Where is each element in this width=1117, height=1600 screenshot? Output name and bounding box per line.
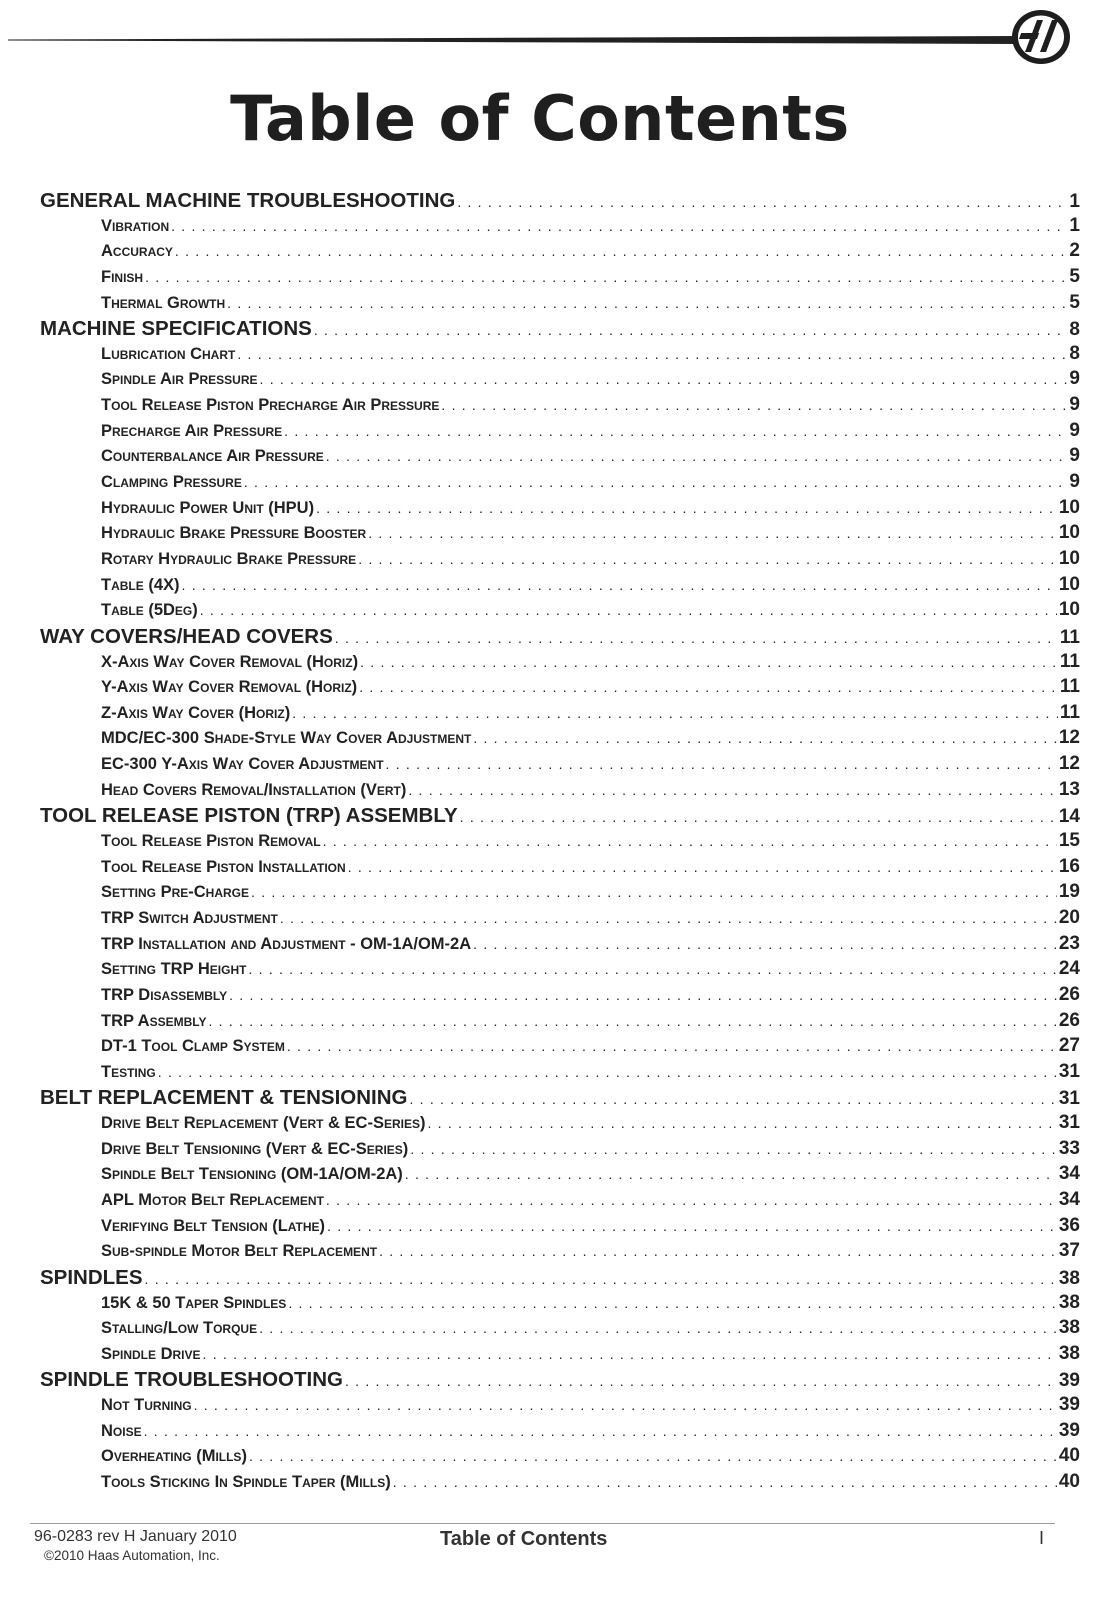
footer-doc-revision: 96-0283 rev H January 2010 [34,1528,237,1545]
toc-entry-title: Head Covers Removal/Installation (Vert) [101,780,407,799]
toc-section-entry[interactable] [40,189,1080,215]
toc-dot-leader [248,961,1056,977]
toc-entry-title: Sub-spindle Motor Belt Replacement [101,1242,378,1261]
toc-subsection-entry[interactable] [40,856,1080,882]
toc-page-number: 16 [1058,855,1080,877]
toc-subsection-entry[interactable] [40,1112,1080,1138]
toc-page-number: 38 [1058,1317,1080,1339]
toc-dot-leader [229,987,1057,1003]
toc-dot-leader [287,1038,1057,1054]
toc-page-number: 31 [1058,1060,1080,1082]
toc-dot-leader [145,269,1067,285]
toc-dot-leader [145,1271,1057,1287]
toc-entry-title: Hydraulic Power Unit (HPU) [101,498,315,517]
toc-subsection-entry[interactable] [40,881,1080,907]
toc-entry-title: BELT REPLACEMENT & TENSIONING [40,1086,408,1110]
toc-dot-leader [457,194,1067,210]
toc-dot-leader [345,1373,1057,1389]
toc-entry-title: X-Axis Way Cover Removal (Horiz) [101,652,359,671]
toc-entry-title: SPINDLES [40,1265,143,1289]
toc-page-number: 34 [1058,1188,1080,1210]
toc-subsection-entry[interactable] [40,1292,1080,1318]
toc-page-number: 13 [1058,778,1080,800]
toc-dot-leader [335,630,1058,646]
toc-entry-title: Y-Axis Way Cover Removal (Horiz) [101,678,358,697]
table-of-contents [40,189,1080,1497]
toc-subsection-entry[interactable] [40,599,1080,625]
toc-subsection-entry[interactable] [40,651,1080,677]
toc-dot-leader [288,1295,1057,1311]
toc-entry-title: APL Motor Belt Replacement [101,1190,324,1209]
toc-entry-title: TRP Disassembly [101,985,228,1004]
toc-entry-title: SPINDLE TROUBLESHOOTING [40,1368,343,1392]
toc-page-number: 12 [1058,753,1080,775]
toc-page-number: 38 [1058,1291,1080,1313]
toc-entry-title: Testing [101,1062,156,1081]
toc-page-number: 40 [1058,1471,1080,1493]
toc-entry-title: Finish [101,267,144,286]
page-title: Table of Contents [230,82,850,155]
toc-dot-leader [194,1397,1057,1413]
toc-page-number: 10 [1058,599,1080,621]
toc-subsection-entry[interactable] [40,676,1080,702]
toc-subsection-entry[interactable] [40,420,1080,446]
toc-entry-title: MACHINE SPECIFICATIONS [40,317,312,341]
toc-subsection-entry[interactable] [40,522,1080,548]
toc-dot-leader [393,1474,1057,1490]
toc-subsection-entry[interactable] [40,574,1080,600]
toc-page-number: 1 [1069,191,1080,212]
toc-dot-leader [200,602,1057,618]
toc-subsection-entry[interactable] [40,471,1080,497]
toc-page-number: 37 [1058,1240,1080,1262]
toc-subsection-entry[interactable] [40,1317,1080,1343]
toc-entry-title: DT-1 Tool Clamp System [101,1037,285,1056]
toc-subsection-entry[interactable] [40,779,1080,805]
toc-dot-leader [410,1141,1057,1157]
toc-page-number: 31 [1058,1088,1080,1110]
toc-entry-title: Counterbalance Air Pressure [101,447,324,466]
footer-copyright: ©2010 Haas Automation, Inc. [44,1548,220,1563]
toc-subsection-entry[interactable] [40,1240,1080,1266]
toc-section-entry[interactable] [40,625,1080,651]
toc-entry-title: Accuracy [101,242,173,261]
toc-page-number: 10 [1058,547,1080,569]
toc-entry-title: TRP Assembly [101,1011,207,1030]
toc-page-number: 1 [1069,214,1080,236]
toc-subsection-entry[interactable] [40,1061,1080,1087]
toc-page-number: 9 [1069,471,1080,493]
toc-section-entry[interactable] [40,1266,1080,1292]
toc-subsection-entry[interactable] [40,830,1080,856]
toc-dot-leader [292,705,1058,721]
toc-dot-leader [441,397,1067,413]
toc-dot-leader [405,1166,1057,1182]
toc-page-number: 10 [1058,573,1080,595]
toc-page-number: 11 [1059,701,1080,723]
toc-subsection-entry[interactable] [40,907,1080,933]
toc-subsection-entry[interactable] [40,394,1080,420]
toc-page-number: 14 [1058,806,1080,828]
toc-dot-leader [158,1064,1057,1080]
toc-dot-leader [175,243,1068,259]
toc-subsection-entry[interactable] [40,1189,1080,1215]
toc-entry-title: Spindle Drive [101,1344,201,1363]
toc-entry-title: Overheating (Mills) [101,1447,247,1466]
footer-rule [30,1523,1055,1524]
toc-subsection-entry[interactable] [40,753,1080,779]
toc-subsection-entry[interactable] [40,497,1080,523]
toc-dot-leader [227,295,1067,311]
toc-entry-title: Precharge Air Pressure [101,421,283,440]
toc-dot-leader [410,1091,1057,1107]
toc-entry-title: Spindle Air Pressure [101,370,258,389]
toc-entry-title: MDC/EC-300 Shade-Style Way Cover Adjustment [101,729,472,748]
toc-page-number: 34 [1058,1163,1080,1185]
toc-dot-leader [379,1243,1057,1259]
toc-section-entry[interactable] [40,1086,1080,1112]
toc-entry-title: Spindle Belt Tensioning (OM-1A/OM-2A) [101,1165,403,1184]
toc-entry-title: TOOL RELEASE PISTON (TRP) ASSEMBLY [40,804,458,828]
toc-dot-leader [182,577,1057,593]
toc-page-number: 5 [1069,291,1080,313]
toc-entry-title: Not Turning [101,1396,192,1415]
toc-section-entry[interactable] [40,317,1080,343]
toc-entry-title: Hydraulic Brake Pressure Booster [101,524,367,543]
toc-entry-title: Tool Release Piston Removal [101,832,321,851]
toc-page-number: 12 [1058,727,1080,749]
toc-subsection-entry[interactable] [40,702,1080,728]
toc-dot-leader [326,1192,1057,1208]
toc-entry-title: Lubrication Chart [101,344,236,363]
toc-page-number: 8 [1069,319,1080,341]
toc-page-number: 15 [1058,830,1080,852]
toc-subsection-entry[interactable] [40,958,1080,984]
toc-dot-leader [316,500,1057,516]
toc-section-entry[interactable] [40,804,1080,830]
toc-page-number: 11 [1059,676,1080,698]
toc-dot-leader [368,525,1057,541]
toc-subsection-entry[interactable] [40,1394,1080,1420]
toc-page-number: 5 [1069,265,1080,287]
footer-section-title: Table of Contents [440,1528,608,1550]
toc-page-number: 33 [1058,1137,1080,1159]
toc-page-number: 23 [1058,932,1080,954]
toc-dot-leader [473,730,1057,746]
toc-entry-title: TRP Switch Adjustment [101,908,278,927]
toc-entry-title: Verifying Belt Tension (Lathe) [101,1216,326,1235]
toc-dot-leader [209,1013,1057,1029]
toc-dot-leader [473,936,1057,952]
toc-page-number: 20 [1058,906,1080,928]
toc-page-number: 8 [1069,342,1080,364]
toc-subsection-entry[interactable] [40,445,1080,471]
toc-dot-leader [251,884,1057,900]
toc-subsection-entry[interactable] [40,240,1080,266]
toc-page-number: 26 [1058,983,1080,1005]
toc-page-number: 10 [1058,522,1080,544]
toc-subsection-entry[interactable] [40,292,1080,318]
toc-subsection-entry[interactable] [40,215,1080,241]
toc-dot-leader [260,371,1068,387]
toc-page-number: 11 [1059,626,1080,648]
toc-dot-leader [314,322,1068,338]
footer-page-number: I [1039,1528,1045,1548]
toc-entry-title: Vibration [101,216,170,235]
toc-page-number: 39 [1058,1394,1080,1416]
toc-page-number: 31 [1058,1112,1080,1134]
toc-subsection-entry[interactable] [40,933,1080,959]
toc-subsection-entry[interactable] [40,727,1080,753]
toc-subsection-entry[interactable] [40,1035,1080,1061]
toc-dot-leader [358,551,1057,567]
toc-entry-title: Tools Sticking In Spindle Taper (Mills) [101,1473,391,1492]
toc-page-number: 40 [1058,1445,1080,1467]
toc-entry-title: Table (4X) [101,575,180,594]
toc-dot-leader [237,346,1067,362]
toc-subsection-entry[interactable] [40,1471,1080,1497]
toc-entry-title: Drive Belt Replacement (Vert & EC-Series) [101,1114,426,1133]
toc-subsection-entry[interactable] [40,1010,1080,1036]
toc-dot-leader [327,1218,1057,1234]
toc-dot-leader [203,1346,1057,1362]
toc-page-number: 38 [1058,1267,1080,1289]
toc-dot-leader [427,1115,1056,1131]
toc-entry-title: Z-Axis Way Cover (Horiz) [101,703,291,722]
toc-subsection-entry[interactable] [40,343,1080,369]
toc-page-number: 2 [1069,240,1080,262]
toc-page-number: 9 [1069,445,1080,467]
toc-entry-title: Thermal Growth [101,293,226,312]
toc-subsection-entry[interactable] [40,1215,1080,1241]
toc-entry-title: Tool Release Piston Precharge Air Pressure [101,396,440,415]
toc-dot-leader [359,679,1058,695]
toc-entry-title: Noise [101,1421,142,1440]
toc-page-number: 39 [1058,1419,1080,1441]
header-rule [8,36,1018,44]
toc-subsection-entry[interactable] [40,548,1080,574]
toc-page-number: 38 [1058,1342,1080,1364]
toc-page-number: 39 [1058,1370,1080,1392]
toc-dot-leader [144,1423,1057,1439]
haas-logo-icon [1003,6,1075,68]
toc-entry-title: Setting TRP Height [101,960,247,979]
toc-subsection-entry[interactable] [40,266,1080,292]
toc-dot-leader [259,1320,1057,1336]
toc-entry-title: WAY COVERS/HEAD COVERS [40,624,333,648]
toc-dot-leader [360,654,1058,670]
toc-dot-leader [408,782,1057,798]
toc-entry-title: Tool Release Piston Installation [101,857,346,876]
toc-page-number: 36 [1058,1214,1080,1236]
toc-entry-title: Stalling/Low Torque [101,1319,258,1338]
toc-dot-leader [460,809,1057,825]
toc-subsection-entry[interactable] [40,1445,1080,1471]
toc-dot-leader [244,474,1068,490]
toc-dot-leader [386,756,1057,772]
toc-page-number: 26 [1058,1009,1080,1031]
toc-dot-leader [280,910,1057,926]
toc-subsection-entry[interactable] [40,1163,1080,1189]
toc-subsection-entry[interactable] [40,1343,1080,1369]
toc-subsection-entry[interactable] [40,984,1080,1010]
toc-subsection-entry[interactable] [40,1420,1080,1446]
toc-page-number: 19 [1058,881,1080,903]
toc-dot-leader [323,833,1057,849]
toc-entry-title: Table (5Deg) [101,601,198,620]
toc-entry-title: 15K & 50 Taper Spindles [101,1293,287,1312]
toc-entry-title: Clamping Pressure [101,473,242,492]
toc-page-number: 27 [1058,1035,1080,1057]
toc-entry-title: Rotary Hydraulic Brake Pressure [101,549,357,568]
toc-subsection-entry[interactable] [40,1138,1080,1164]
toc-dot-leader [326,448,1068,464]
toc-page-number: 9 [1069,394,1080,416]
toc-page-number: 24 [1058,958,1080,980]
toc-page-number: 9 [1069,368,1080,390]
toc-page-number: 11 [1059,650,1080,672]
toc-subsection-entry[interactable] [40,368,1080,394]
toc-entry-title: GENERAL MACHINE TROUBLESHOOTING [40,189,456,212]
toc-dot-leader [348,859,1057,875]
toc-entry-title: TRP Installation and Adjustment - OM-1A/OM-2A [101,934,472,953]
toc-page-number: 10 [1058,496,1080,518]
toc-entry-title: Setting Pre-Charge [101,883,250,902]
toc-entry-title: Drive Belt Tensioning (Vert & EC-Series) [101,1139,409,1158]
toc-section-entry[interactable] [40,1368,1080,1394]
toc-entry-title: EC-300 Y-Axis Way Cover Adjustment [101,755,384,774]
toc-dot-leader [284,423,1067,439]
toc-dot-leader [171,218,1067,234]
toc-page-number: 9 [1069,419,1080,441]
toc-dot-leader [249,1448,1057,1464]
